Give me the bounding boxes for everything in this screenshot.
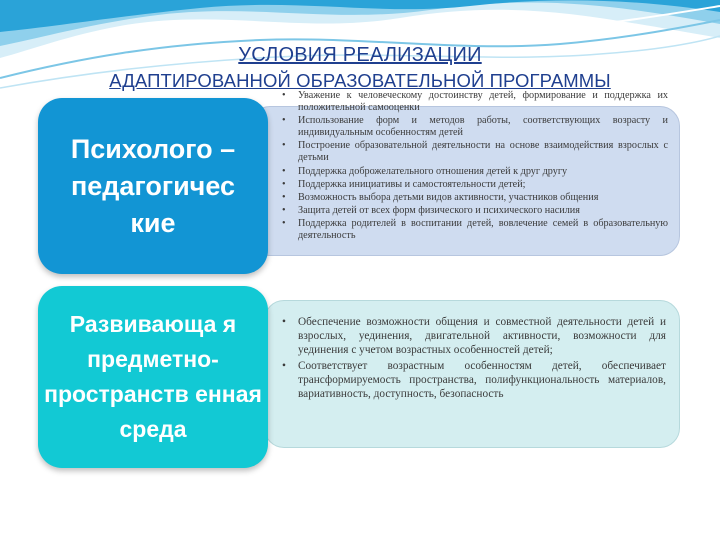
environment-conditions-list [298,315,666,402]
list-item: • Поддержка родителей в воспитании детей, вовлечение семей в образовательную деятельность [298,218,668,242]
list-item: • Поддержка инициативы и самостоятельности детей; [298,179,668,191]
list-item: • Поддержка доброжелательного отношения детей к друг другу [298,166,668,178]
psych-pedagogical-label-box [38,98,268,274]
list-item: • Обеспечение возможности общения и совместной деятельности детей и взрослых, уединения, двигательной активности, возможности для уединения с учетом возрастных особенностей детей; [298,315,666,358]
list-item: • Построение образовательной деятельности на основе взаимодействия взрослых с детьми [298,140,668,164]
developing-environment-label-box [38,286,268,468]
list-item: • Уважение к человеческому достоинству детей, формирование и поддержка их положительной самооценки [298,90,668,114]
developing-environment-label: Развивающа я предметно-пространств енная среда [44,311,262,442]
list-item: • Защита детей от всех форм физического и психического насилия [298,205,668,217]
slide-title-line2: АДАПТИРОВАННОЙ ОБРАЗОВАТЕЛЬНОЙ ПРОГРАММЫ [109,70,611,91]
psych-pedagogical-label: Психолого – педагогичес кие [70,133,236,238]
psych-conditions-list [298,90,668,243]
list-item: • Использование форм и методов работы, соответствующих возрасту и индивидуальным особенностям детей [298,115,668,139]
list-item: • Возможность выбора детьми видов активности, участников общения [298,192,668,204]
slide-title-line1: УСЛОВИЯ РЕАЛИЗАЦИИ [238,44,482,66]
list-item: • Соответствует возрастным особенностям детей, обеспечивает трансформируемость пространства, полифункциональность материалов, вариативность, доступность, безопасность [298,359,666,402]
